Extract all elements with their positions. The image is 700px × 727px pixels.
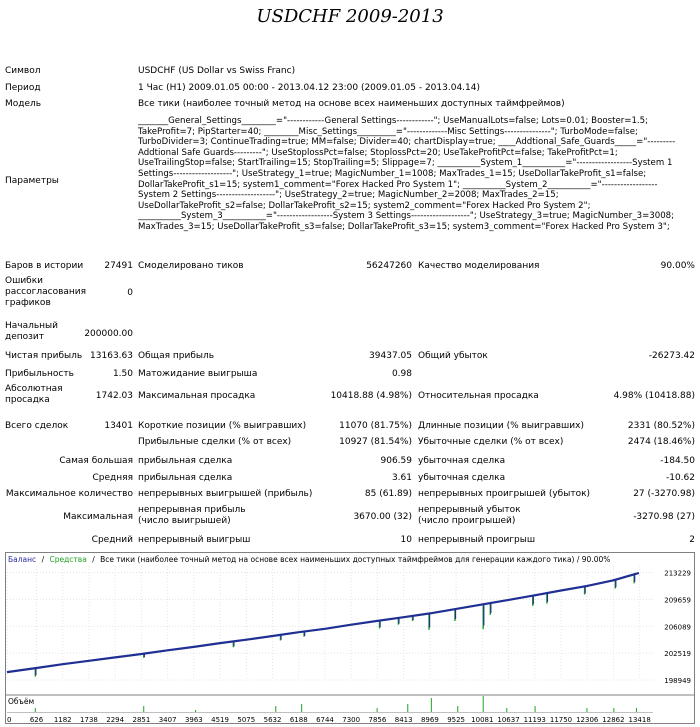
reldd-label: Относительная просадка	[418, 391, 539, 401]
short-label: Короткие позиции (% выигравших)	[138, 421, 307, 431]
x-tick-label: 11750	[549, 716, 573, 724]
legend-equity: Средства	[49, 555, 87, 564]
x-tick-label: 5075	[237, 716, 256, 724]
x-tick-label: 0	[7, 716, 12, 724]
average-loss-label: убыточная сделка	[418, 473, 506, 483]
symbol-label: Символ	[5, 66, 41, 76]
x-tick-label: 2851	[132, 716, 151, 724]
x-tick-label: 1182	[53, 716, 72, 724]
x-tick-label: 10637	[497, 716, 520, 724]
ticks-label: Смоделировано тиков	[138, 261, 244, 271]
maxcount-label: Максимальное количество	[5, 489, 133, 499]
errors-value: 0	[127, 288, 133, 298]
losses-value: 2474 (18.46%)	[627, 437, 695, 447]
x-tick-label: 5632	[263, 716, 282, 724]
x-tick-label: 6188	[289, 716, 308, 724]
balance-chart	[5, 552, 695, 724]
bars-label: Баров в истории	[5, 261, 84, 271]
x-tick-label: 6744	[316, 716, 334, 724]
avgcons-losses-value: 2	[689, 535, 695, 545]
grossprofit-value: 39437.05	[369, 351, 412, 361]
largest-loss-value: -184.50	[660, 456, 695, 466]
wins-label: Прибыльные сделки (% от всех)	[138, 437, 292, 447]
long-label: Длинные позиции (% выигравших)	[418, 421, 584, 431]
trades-label: Всего сделок	[5, 421, 69, 431]
ticks-value: 56247260	[366, 261, 412, 271]
grossprofit-label: Общая прибыль	[138, 351, 215, 361]
avgcons-losses-label: непрерывный проигрыш	[418, 535, 536, 545]
largest-loss-label: убыточная сделка	[418, 456, 506, 466]
y-tick-label: 206089	[664, 623, 691, 632]
pf-value: 1.50	[112, 369, 133, 379]
y-tick-label: 209659	[664, 596, 691, 605]
losses-label: Убыточные сделки (% от всех)	[418, 437, 564, 447]
payoff-value: 0.98	[391, 369, 412, 379]
x-tick-label: 2294	[106, 716, 125, 724]
maximal-loss-label: непрерывный убыток (число проигрышей)	[418, 505, 521, 526]
period-value: 1 Час (H1) 2009.01.05 00:00 - 2013.04.12 23:00 (2009.01.05 - 2013.04.14)	[138, 83, 480, 93]
short-value: 11070 (81.75%)	[339, 421, 412, 431]
maxcount-wins-value: 85 (61.89)	[364, 489, 412, 499]
y-tick-label: 198949	[664, 677, 691, 685]
absdd-value: 1742.03	[95, 391, 133, 401]
absdd-label: Абсолютная просадка	[5, 384, 63, 405]
maxdd-label: Максимальная просадка	[138, 391, 256, 401]
params-label: Параметры	[5, 176, 59, 186]
largest-label: Самая большая	[59, 456, 133, 466]
average-profit-label: прибыльная сделка	[138, 473, 233, 483]
netprofit-value: 13163.63	[90, 351, 133, 361]
pf-label: Прибыльность	[5, 369, 74, 379]
long-value: 2331 (80.52%)	[627, 421, 695, 431]
x-tick-label: 13418	[628, 716, 651, 724]
x-tick-label: 11193	[523, 716, 546, 724]
grossloss-value: -26273.42	[648, 351, 695, 361]
largest-profit-label: прибыльная сделка	[138, 456, 233, 466]
params-value: _______General_Settings________="------------General Settings------------"; UseManualLots=false; Lots=0.01; Booster=1.5; TakeProfit=7; PipStarter=40; ________Misc_Settings_________="-------------Misc Settings---------------"; TurboMode=false; TurboDivider=3; ContinueTrading=true; MM=false; Divider=40; chartDisplay=true; ____Addtional_Safe_Guards_____="---------Addtional Safe Guards---------"; UseStoplossPct=false; StoplossPct=20; UseTakeProfitPct=false; TakeProfitPct=1; UseTrailingStop=false; StartTrailing=15; StopTrailing=5; Slippage=7; __________System_1__________="------------------System 1 Settings-------------------"; UseStrategy_1=true; MagicNumber_1=1008; MaxTrades_1=15; UseDollarTakeProfit_s1=false; DollarTakeProfit_s1=15; system1_comment="Forex Hacked Pro System 1"; __________System_2__________="------------------System 2 Settings-------------------"; UseStrategy_2=true; MagicNumber_2=2008; MaxTrades_2=15; UseDollarTakeProfit_s2=false; DollarTakeProfit_s2=15; system2_comment="Forex Hacked Pro System 2"; __________System_3__________="------------------System 3 Settings-------------------"; UseStrategy_3=true; MagicNumber_3=3008; MaxTrades_3=15; UseDollarTakeProfit_s3=false; DollarTakeProfit_s3=15; system3_comment="Forex Hacked Pro System 3";	[138, 116, 676, 232]
errors-label: Ошибки рассогласования графиков	[5, 276, 87, 308]
maxcount-losses-label: непрерывных проигрышей (убыток)	[418, 489, 591, 499]
y-tick-label: 202519	[664, 650, 691, 659]
grossloss-label: Общий убыток	[418, 351, 488, 361]
x-tick-label: 7300	[342, 716, 361, 724]
average-profit-value: 3.61	[391, 473, 412, 483]
x-tick-label: 3963	[184, 716, 203, 724]
chart-canvas	[5, 552, 695, 724]
legend-sep-1: /	[41, 555, 45, 564]
legend-sep-2: /	[92, 555, 95, 564]
quality-label: Качество моделирования	[418, 261, 540, 271]
maxcount-losses-value: 27 (-3270.98)	[633, 489, 695, 499]
x-tick-label: 8969	[420, 716, 439, 724]
avgcons-wins-value: 10	[400, 535, 412, 545]
payoff-label: Матожидание выигрыша	[138, 369, 258, 379]
average-label: Средняя	[92, 473, 133, 483]
maximal-profit-label: непрерывная прибыль (число выигрышей)	[138, 505, 246, 526]
maximal-loss-value: -3270.98 (27)	[633, 512, 695, 522]
x-tick-label: 3407	[158, 716, 177, 724]
wins-value: 10927 (81.54%)	[339, 437, 412, 447]
reldd-value: 4.98% (10418.88)	[613, 391, 695, 401]
legend-balance: Баланс	[8, 555, 37, 564]
avgcons-wins-label: непрерывный выигрыш	[138, 535, 251, 545]
x-tick-label: 1738	[80, 716, 98, 724]
bars-value: 27491	[104, 261, 133, 271]
symbol-value: USDCHF (US Dollar vs Swiss Franc)	[138, 66, 296, 76]
x-tick-label: 9525	[447, 716, 466, 724]
volume-label: Объём	[8, 697, 35, 706]
model-label: Модель	[5, 99, 42, 109]
chart-frame	[6, 553, 695, 724]
deposit-label: Начальный депозит	[5, 321, 59, 342]
largest-profit-value: 906.59	[380, 456, 412, 466]
trades-value: 13401	[104, 421, 133, 431]
maximal-label: Максимальная	[63, 512, 133, 522]
x-tick-label: 626	[29, 716, 44, 724]
x-tick-label: 7856	[368, 716, 387, 724]
netprofit-label: Чистая прибыль	[5, 351, 83, 361]
x-tick-label: 12862	[602, 716, 625, 724]
x-tick-label: 8413	[394, 716, 413, 724]
x-tick-label: 12306	[576, 716, 599, 724]
model-value: Все тики (наиболее точный метод на основе всех наименьших доступных таймфреймов)	[138, 99, 565, 109]
maxdd-value: 10418.88 (4.98%)	[330, 391, 412, 401]
average-loss-value: -10.62	[665, 473, 695, 483]
maximal-profit-value: 3670.00 (32)	[353, 512, 412, 522]
maxcount-wins-label: непрерывных выигрышей (прибыль)	[138, 489, 313, 499]
avgcons-label: Средний	[91, 535, 133, 545]
x-tick-label: 4519	[211, 716, 229, 724]
deposit-value: 200000.00	[84, 329, 133, 339]
period-label: Период	[5, 83, 41, 93]
quality-value: 90.00%	[660, 261, 695, 271]
legend-info: Все тики (наиболее точный метод на основе всех наименьших доступных таймфреймов для генерации каждого тика) / 90.00%	[100, 555, 611, 564]
x-tick-label: 10081	[471, 716, 494, 724]
report-title: USDCHF 2009-2013	[256, 6, 444, 27]
y-tick-label: 213229	[664, 569, 691, 578]
